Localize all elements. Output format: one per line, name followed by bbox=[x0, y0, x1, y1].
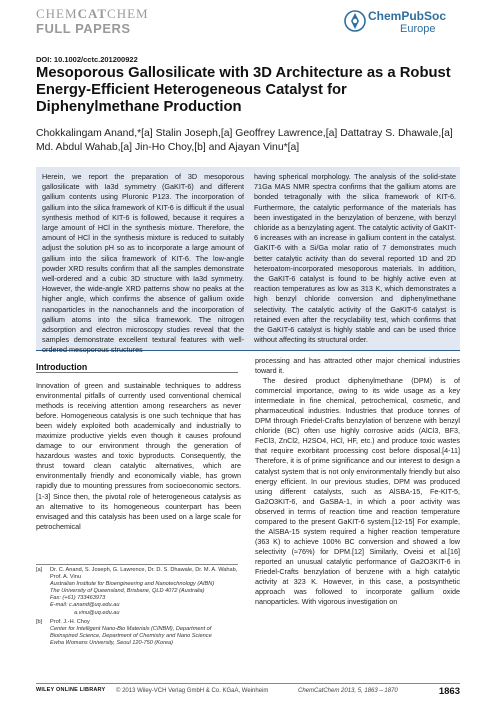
affiliation-email[interactable]: E-mail: c.anand@uq.edu.au bbox=[50, 602, 120, 609]
body-column-left bbox=[36, 381, 241, 551]
copyright-notice: © 2013 Wiley-VCH Verlag GmbH & Co. KGaA, Weinheim bbox=[116, 688, 269, 694]
chempubsoc-logo-icon bbox=[344, 10, 366, 32]
abstract-column-left: Herein, we report the preparation of 3D mesoporous gallosilicate with Ia3d symmetry (GaKIT-6) and different gallium contents using Pluronic P123. The incorporation of gallium into the silica framework of KIT-6 is difficult if the usual synthesis method of KIT-6 is followed, because it requires a large amount of HCl in the synthesis mixture. Therefore, the amount of HCl in the synthesis mixture is reduced to suitably adjust the solution pH so as to incorporate a large amount of gallium into the silica framework of KIT-6. The low-angle powder XRD results confirm that all the samples demonstrate well-ordered and a cubic 3D structure with Ia3d symmetry. However, the wide-angle XRD patterns show no peaks at the higher angle, which confirms the absence of gallium oxide nanoparticles in the nanochannels and the incorporation of gallium atoms into the silica framework. The nitrogen adsorption and electron microscopy studies reveal that the samples demonstrate excellent textural features with well-ordered mesoporous structures bbox=[42, 172, 244, 355]
affiliation-key: [b] bbox=[36, 618, 43, 625]
page-footer bbox=[36, 686, 460, 698]
page-number: 1863 bbox=[438, 686, 460, 697]
paragraph-text: The desired product diphenylmethane (DPM) is of commercial importance, owing to its wide usage as a key intermediate in fine chemical, petrochemical, cosmetic, and pharmaceutical industries. Industries that produce tonnes of DPM through Friedel-Crafts benzylation of benzene with benzyl chloride (BC) often use highly corrosive acids (AlCl3, BF3, FeCl3, ZnCl2, H2SO4, HCl, HF, etc.) and produce toxic wastes that require exorbitant processing cost before disposal.[4-11] Therefore, it is of prime significance and our interest to design a catalyst system that is not only environmentally friendly but also energy efficient. In our previous studies, DPM was produced using different catalysts, such as AlSBA-15, Fe-KIT-5, Ga2O3KIT-6, and GaSBA-1, in which a poor activity was observed in terms of reaction time and reaction temperature compared to the present GaKIT-6 system.[12-15] For example, the AlSBA-15 system required a higher reaction temperature (363 K) to achieve 100% BC conversion and showed a low selectivity (≈76%) for DPM.[12] Similarly, Oveisi et al.[16] reported an unusual catalytic performance of Ga2O3KIT-6 in Friedel-Crafts benzylation of benzene with a high catalytic activity at 323 K. However, in this case, a postsynthetic approach was followed to incorporate gallium oxide nanoparticles. With vigorous investigation on bbox=[255, 376, 460, 607]
affiliation-line: Prof. A. Vinu bbox=[50, 574, 81, 581]
section-heading-introduction: Introduction bbox=[36, 362, 88, 372]
affiliation-key: [a] bbox=[36, 567, 43, 573]
affiliation-line: Australian Institute for Bioengineering and Nanotechnology (AIBN) bbox=[50, 581, 215, 588]
author-list: Chokkalingam Anand,*[a] Stalin Joseph,[a] Geoffrey Lawrence,[a] Dattatray S. Dhawale,[a] Md. Abdul Wahab,[a] Jin-Ho Choy,[b] and Ajayan Vinu*[a] bbox=[36, 128, 453, 153]
affiliation-line: Ewha Womans University, Seoul 120-750 (Korea) bbox=[50, 639, 174, 646]
journal-name-prefix: CHEM bbox=[36, 6, 78, 21]
section-label: FULL PAPERS bbox=[36, 21, 131, 36]
journal-header bbox=[36, 6, 460, 40]
affiliation-line: Center for Intelligent Nano-Bio Materials (CINBM), Department of bbox=[50, 625, 212, 632]
paragraph: Innovation of green and sustainable techniques to address environmental pitfalls of currently used conventional chemical methods is receiving attention among researchers as never before. Homogeneous catalysis is one such technique that has been widely exploited both academically and industrially to maximize productive yields even though it causes profound damage to our environment through the generation of hazardous wastes and toxic byproducts. Consequently, the thrust toward clean catalytic alternatives, which are environmentally friendly and economically viable, has grown rapidly due to mounting pressures from socioeconomic sectors.[1-3] Since then, the pivotal role of heterogeneous catalysis as an alternative to its homogeneous counterpart has been envisaged and this catalysis has been used on a large scale for petrochemical bbox=[36, 381, 241, 531]
affiliation-line: The University of Queensland, Brisbane, QLD 4072 (Australia) bbox=[50, 588, 205, 595]
affiliation-line: Dr. C. Anand, S. Joseph, G. Lawrence, Dr. D. S. Dhawale, Dr. M. A. Wahab, bbox=[50, 567, 238, 573]
publisher-region: Europe bbox=[400, 23, 436, 35]
journal-name-bold: CAT bbox=[77, 6, 108, 21]
affiliation-line: Fax: (+61) 733463973 bbox=[50, 595, 106, 602]
journal-name bbox=[36, 6, 149, 22]
affiliation-a bbox=[36, 567, 246, 617]
affiliation-divider bbox=[36, 564, 238, 565]
affiliations bbox=[36, 567, 246, 649]
affiliation-line: Bioinspired Science, Department of Chemistry and Nano Science bbox=[50, 632, 212, 639]
journal-citation: ChemCatChem 2013, 5, 1863 – 1870 bbox=[298, 688, 398, 694]
paragraph-indented bbox=[255, 376, 460, 607]
abstract-column-right: having spherical morphology. The analysis of the solid-state 71Ga MAS NMR spectra confirms that the gallium atoms are bonded tetragonally with the silica framework of KIT-6. Furthermore, the catalytic performance of the materials has been investigated in the benzylation of benzene, with benzyl chloride as a benzylating agent. The catalytic activity of GaKIT-6 increases with an increase in gallium content in the catalyst. GaKIT-6 with a Si/Ga molar ratio of 7 demonstrates much better catalytic activity than do several reported 1D and 2D heteroatom-incorporated mesoporous materials. In addition, the GaKIT-6 catalyst is found to be highly active even at reaction temperatures as low as 313 K, which demonstrates a high benzyl chloride conversion and diphenylmethane selectivity. The catalytic activity of the GaKIT-6 catalyst is retained even after the recyclability test, which confirms that the GaKIT-6 catalyst is highly stable and can be used thrice without affecting its structural order. bbox=[254, 172, 456, 345]
affiliation-email[interactable]: a.vinu@uq.edu.au bbox=[74, 609, 120, 616]
journal-name-suffix: CHEM bbox=[107, 6, 149, 21]
publisher-name: ChemPubSoc bbox=[368, 9, 447, 23]
heading-rule bbox=[36, 372, 238, 373]
paragraph: processing and has attracted other major chemical industries toward it. bbox=[255, 356, 460, 376]
affiliation-b bbox=[36, 619, 246, 647]
publisher-logo bbox=[342, 8, 460, 36]
footer-rule bbox=[36, 683, 460, 684]
affiliation-line: Prof. J.-H. Choy bbox=[50, 618, 90, 625]
wiley-online-library-logo: WILEY ONLINE LIBRARY bbox=[36, 687, 106, 693]
doi: DOI: 10.1002/cctc.201200922 bbox=[36, 55, 138, 64]
article-title: Mesoporous Gallosilicate with 3D Architecture as a Robust Energy-Efficient Heterogeneous Catalyst for Diphenylmethane Production bbox=[36, 65, 451, 115]
body-column-right bbox=[255, 356, 460, 681]
abstract bbox=[36, 167, 460, 355]
